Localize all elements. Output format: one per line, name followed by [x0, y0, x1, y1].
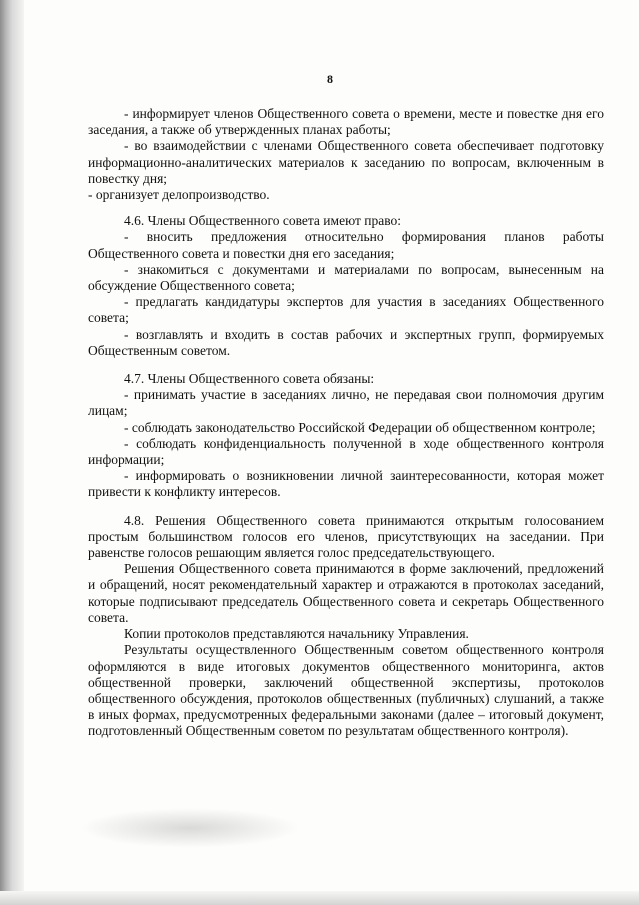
section-heading-4-6: 4.6. Члены Общественного совета имеют право:: [124, 213, 401, 229]
paragraph: - информирует членов Общественного совета о времени, месте и повестке дня его заседания, а также об утвержденных планах работы;: [88, 106, 604, 138]
paragraph: - организует делопроизводство.: [88, 187, 270, 203]
paragraph: - соблюдать законодательство Российской Федерации об общественном контроле;: [124, 419, 596, 435]
paragraph: - соблюдать конфиденциальность полученной в ходе общественного контроля информации;: [88, 435, 604, 468]
paragraph: Копии протоколов представляются начальнику Управления.: [124, 626, 469, 642]
document-body: [88, 106, 604, 740]
paragraph: Решения Общественного совета принимаются в форме заключений, предложений и обращений, носят рекомендательный характер и отражаются в протоколах заседаний, которые подписывают председатель Общественного совета и секретарь Общественного совета.: [88, 561, 604, 625]
paragraph: - во взаимодействии с членами Общественного совета обеспечивает подготовку информационно-аналитических материалов к заседанию по вопросам, включенным в повестку дня;: [88, 138, 604, 186]
scan-smudge: [80, 808, 300, 848]
scan-shadow-bottom: [0, 891, 639, 905]
paragraph: - возглавлять и входить в состав рабочих и экспертных групп, формируемых Общественным советом.: [88, 326, 604, 358]
section-heading-4-7: 4.7. Члены Общественного совета обязаны:: [124, 371, 375, 387]
paragraph: - предлагать кандидатуры экспертов для участия в заседаниях Общественного совета;: [88, 294, 604, 326]
paragraph: Результаты осуществленного Общественным советом общественного контроля оформляются в виде итоговых документов общественного мониторинга, актов общественной проверки, заключений общественной экспертизы, протоколов общественного обсуждения, протоколов общественных (публичных) слушаний, а также в иных формах, предусмотренных федеральными законами (далее – итоговый документ, подготовленный Общественным советом по результатам общественного контроля).: [88, 642, 604, 739]
page-number: 8: [327, 72, 333, 86]
paragraph: - вносить предложения относительно формирования планов работы Общественного совета и повестки дня его заседания;: [88, 229, 604, 261]
scan-shadow-left: [0, 0, 24, 905]
paragraph: - знакомиться с документами и материалами по вопросам, вынесенным на обсуждение Общественного совета;: [88, 261, 604, 294]
paragraph: - информировать о возникновении личной заинтересованности, которая может привести к конфликту интересов.: [88, 468, 604, 500]
paragraph: - принимать участие в заседаниях лично, не передавая свои полномочия другим лицам;: [88, 387, 604, 419]
section-heading-4-8: 4.8. Решения Общественного совета принимаются открытым голосованием простым большинством голосов его членов, присутствующих на заседании. При равенстве голосов решающим является голос председательствующего.: [88, 512, 604, 561]
